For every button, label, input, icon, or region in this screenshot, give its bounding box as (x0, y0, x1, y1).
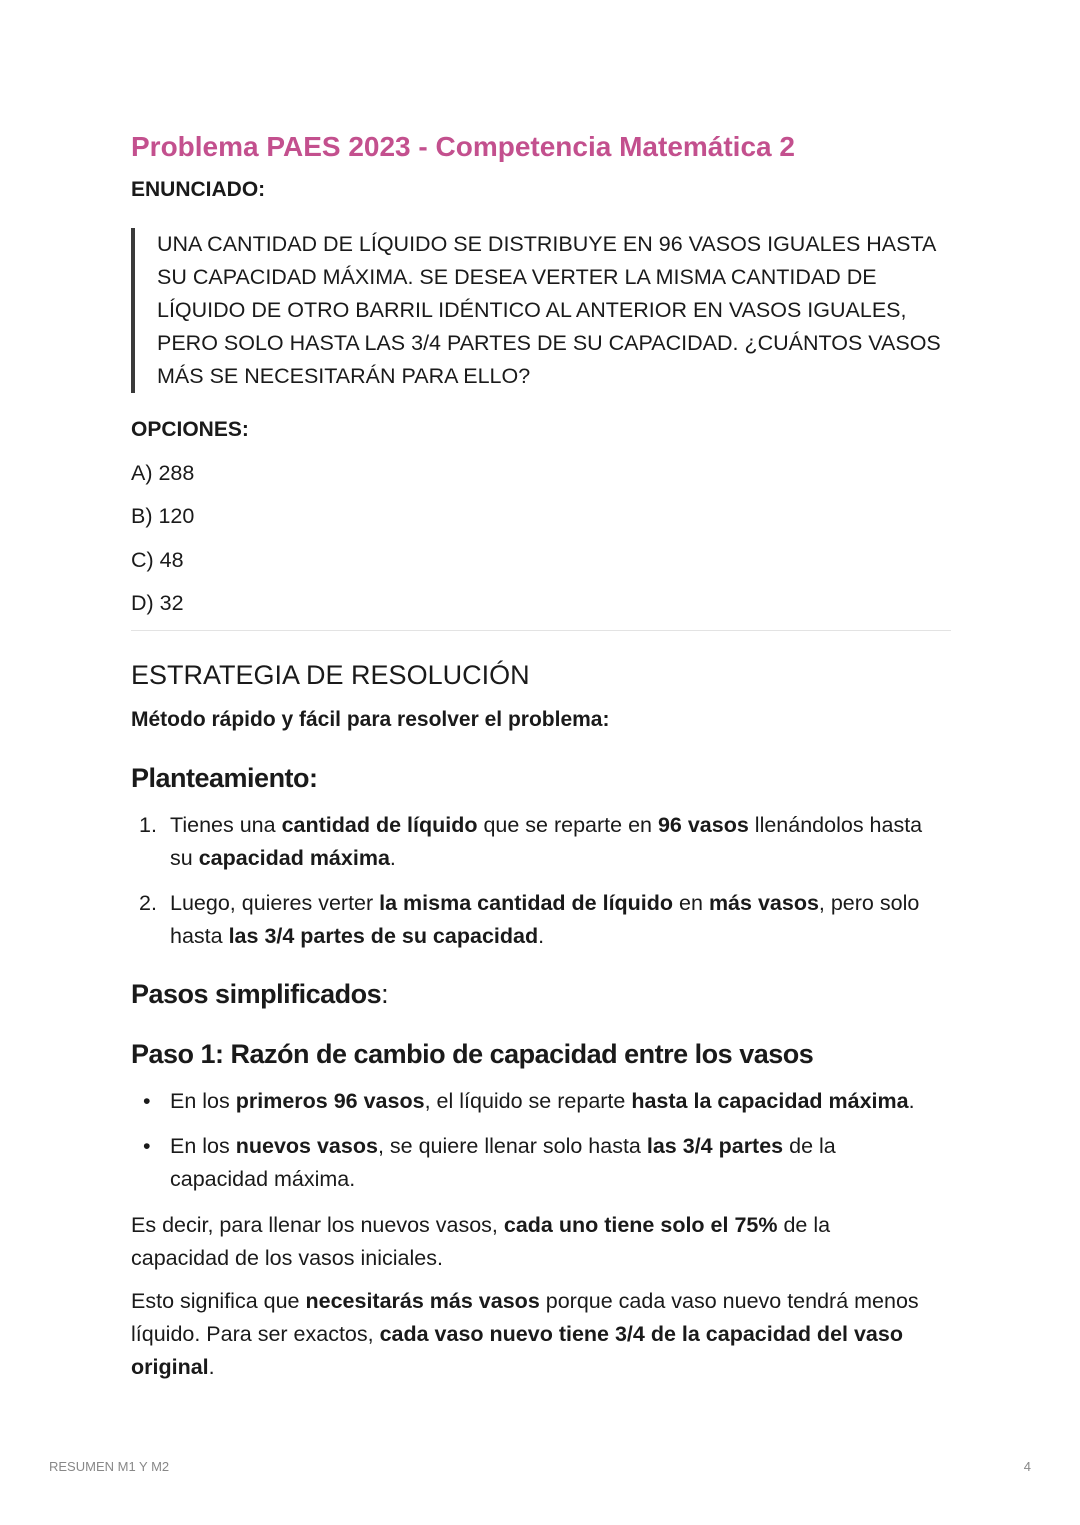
pasos-heading (131, 977, 961, 1011)
paso1-list (131, 1085, 961, 1196)
text: . (208, 1355, 215, 1379)
text: , se quiere llenar solo hasta (377, 1134, 647, 1158)
bold-text: cantidad de líquido (281, 813, 478, 837)
bold-text: nuevos vasos (235, 1134, 378, 1158)
bold-text: cada vaso nuevo tiene 3/4 de la capacidad del vaso original (131, 1322, 903, 1379)
bold-text: necesitarás más vasos (305, 1289, 540, 1313)
bold-text: la misma cantidad de líquido (379, 891, 674, 915)
planteamiento-heading: Planteamiento: (131, 763, 318, 793)
list-item (131, 809, 931, 875)
text: en (673, 891, 709, 915)
text: , el líquido se reparte (424, 1089, 632, 1113)
option-d: D) 32 (131, 591, 184, 615)
text: Es decir, para llenar los nuevos vasos, (131, 1213, 504, 1237)
text: . (389, 846, 396, 870)
bullet-icon: • (143, 1089, 151, 1113)
page-number: 4 (1023, 1459, 1031, 1474)
bold-text: las 3/4 partes de su capacidad (228, 924, 539, 948)
quote-line: MÁS SE NECESITARÁN PARA ELLO? (157, 364, 531, 388)
list-item (131, 1130, 910, 1196)
pasos-colon: : (381, 979, 389, 1009)
text: que se reparte en (477, 813, 658, 837)
text: . (538, 924, 545, 948)
quote-line: UNA CANTIDAD DE LÍQUIDO SE DISTRIBUYE EN 96 VASOS IGUALES HASTA (157, 232, 937, 256)
pasos-heading-text: Pasos simplificados (131, 979, 382, 1009)
bold-text: 96 vasos (657, 813, 749, 837)
bold-text: capacidad máxima (198, 846, 390, 870)
quote-line: PERO SOLO HASTA LAS 3/4 PARTES DE SU CAPACIDAD. ¿CUÁNTOS VASOS (157, 331, 941, 355)
quote-line: LÍQUIDO DE OTRO BARRIL IDÉNTICO AL ANTERIOR EN VASOS IGUALES, (157, 298, 907, 322)
text: , pero solo hasta (170, 891, 920, 948)
enunciado-quote (131, 228, 957, 393)
option-c: C) 48 (131, 548, 184, 572)
paragraph (131, 1285, 931, 1384)
list-number: 2. (139, 891, 157, 915)
text: En los (170, 1134, 236, 1158)
strategy-subheading: Método rápido y fácil para resolver el problema: (131, 708, 610, 731)
text: porque cada vaso nuevo tendrá menos líquido. Para ser exactos, (131, 1289, 919, 1346)
opciones-label: OPCIONES: (131, 418, 249, 441)
quote-line: SU CAPACIDAD MÁXIMA. SE DESEA VERTER LA MISMA CANTIDAD DE (157, 265, 877, 289)
bold-text: más vasos (708, 891, 819, 915)
bold-text: hasta la capacidad máxima (631, 1089, 909, 1113)
text: Tienes una (170, 813, 282, 837)
option-b: B) 120 (131, 504, 195, 528)
list-item (131, 887, 931, 953)
list-number: 1. (139, 813, 157, 837)
page-title: Problema PAES 2023 - Competencia Matemática 2 (131, 131, 795, 162)
planteamiento-list (131, 809, 931, 953)
option-a: A) 288 (131, 461, 195, 485)
footer-title: RESUMEN M1 Y M2 (49, 1459, 170, 1474)
list-item (131, 1085, 961, 1118)
text: de la capacidad máxima. (170, 1134, 836, 1191)
paso1-heading: Paso 1: Razón de cambio de capacidad entre los vasos (131, 1039, 814, 1069)
bold-text: cada uno tiene solo el 75% (503, 1213, 778, 1237)
bold-text: primeros 96 vasos (235, 1089, 425, 1113)
text: Luego, quieres verter (170, 891, 380, 915)
text: Esto significa que (131, 1289, 306, 1313)
paragraph (131, 1209, 891, 1275)
strategy-heading: ESTRATEGIA DE RESOLUCIÓN (131, 660, 530, 690)
bullet-icon: • (143, 1134, 151, 1158)
text: En los (170, 1089, 236, 1113)
bold-text: las 3/4 partes (646, 1134, 784, 1158)
text: de la capacidad de los vasos iniciales. (131, 1213, 831, 1270)
text: . (908, 1089, 915, 1113)
text: llenándolos hasta su (170, 813, 923, 870)
divider (131, 630, 951, 631)
enunciado-label: ENUNCIADO: (131, 178, 266, 201)
